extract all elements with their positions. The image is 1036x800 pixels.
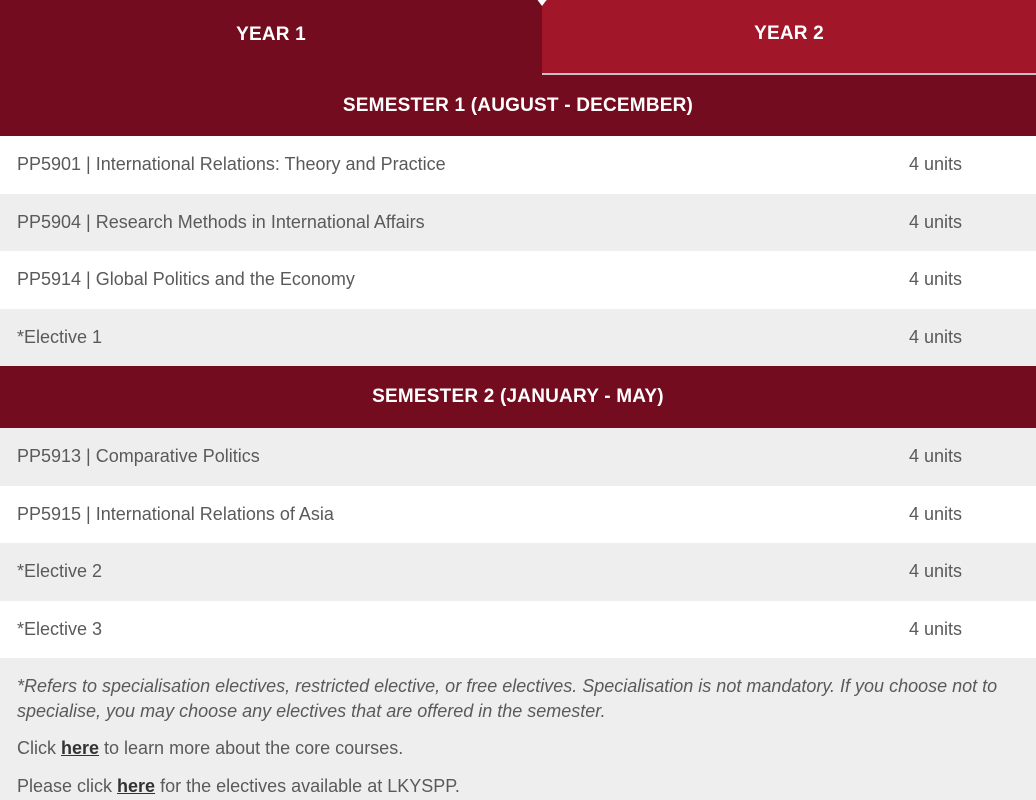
year-tabs [0,0,1036,75]
course-units: 4 units [909,618,963,639]
tab-year-1[interactable]: YEAR 1 [0,0,542,75]
core-courses-note [17,736,1019,760]
tab-indicator-notch [536,0,548,6]
semester-2-header: SEMESTER 2 (JANUARY - MAY) [0,366,1036,428]
table-row [0,136,1036,194]
table-row [0,194,1036,252]
course-name: PP5915 | International Relations of Asia [17,503,334,524]
core-note-suffix: to learn more about the core courses. [99,738,404,758]
course-units: 4 units [909,503,963,524]
course-name: *Elective 1 [17,326,103,347]
course-name: PP5913 | Comparative Politics [17,446,260,467]
core-note-prefix: Click [17,738,61,758]
course-units: 4 units [909,561,963,582]
table-row [0,543,1036,601]
tab-year-2[interactable]: YEAR 2 [542,0,1036,75]
table-row [0,486,1036,544]
electives-footnote: *Refers to specialisation electives, restricted elective, or free electives. Specialisation is not mandatory. If you choose not to specialise, you may choose any electives that are offered in the semester. [17,676,998,721]
electives-note-suffix: for the electives available at LKYSPP. [155,776,460,796]
course-units: 4 units [909,269,963,290]
course-units: 4 units [909,446,963,467]
semester-1-header: SEMESTER 1 (AUGUST - DECEMBER) [0,75,1036,136]
table-row [0,309,1036,367]
table-row [0,428,1036,486]
course-units: 4 units [909,154,963,175]
course-name: PP5904 | Research Methods in International Affairs [17,211,425,232]
course-name: PP5901 | International Relations: Theory and Practice [17,154,446,175]
course-units: 4 units [909,211,963,232]
table-row [0,251,1036,309]
core-courses-link[interactable]: here [61,738,100,758]
notes-section [0,658,1036,798]
course-name: *Elective 2 [17,561,103,582]
course-name: PP5914 | Global Politics and the Economy [17,269,355,290]
table-row [0,601,1036,659]
course-units: 4 units [909,326,963,347]
electives-link[interactable]: here [117,776,156,796]
electives-note-prefix: Please click [17,776,118,796]
course-name: *Elective 3 [17,618,103,639]
electives-note [17,774,1019,798]
